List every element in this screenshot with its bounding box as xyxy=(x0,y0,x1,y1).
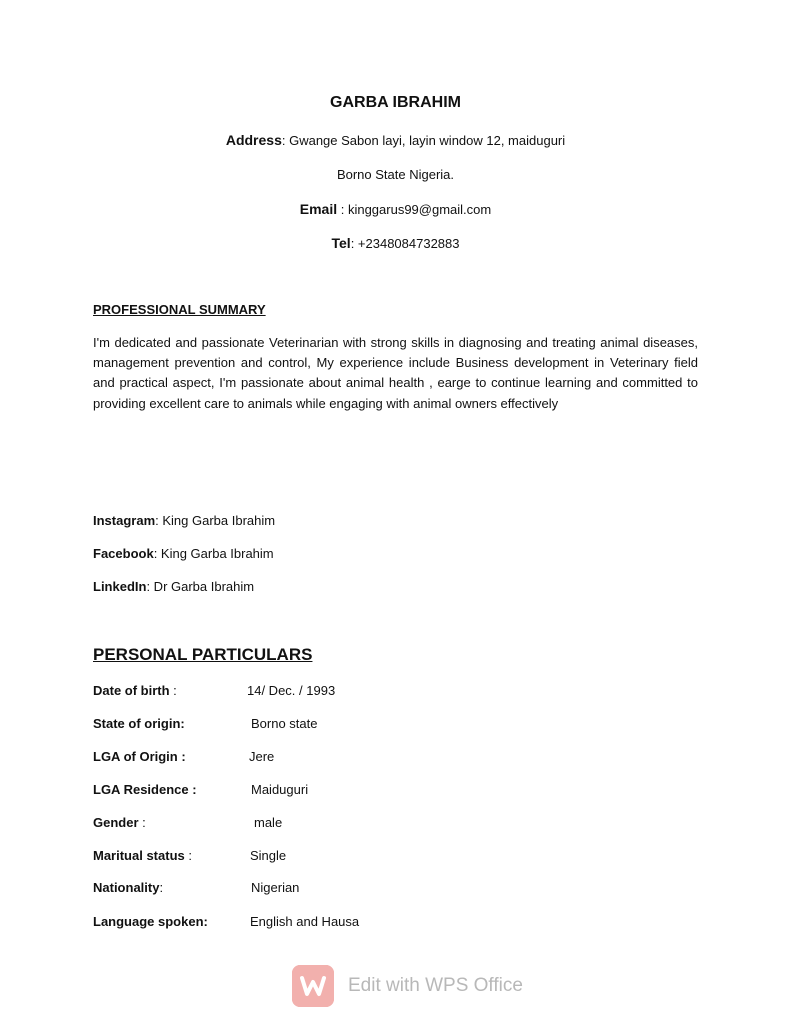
particular-value: Maiduguri xyxy=(251,782,309,797)
particular-value: Single xyxy=(250,848,287,863)
professional-summary-title: PROFESSIONAL SUMMARY xyxy=(93,302,266,317)
particular-label: Nationality: xyxy=(93,880,164,895)
candidate-name: GARBA IBRAHIM xyxy=(330,94,461,111)
particular-value: Borno state xyxy=(251,716,318,731)
linkedin-value: : Dr Garba Ibrahim xyxy=(146,579,255,594)
particular-label: LGA Residence : xyxy=(93,782,197,797)
particular-value: male xyxy=(254,815,283,830)
personal-particulars-title: PERSONAL PARTICULARS xyxy=(93,645,313,664)
email-label: Email xyxy=(299,201,338,217)
tel-line xyxy=(0,235,791,251)
particular-value: Nigerian xyxy=(251,880,300,895)
particular-label: Language spoken: xyxy=(93,914,208,929)
email-value: : kinggarus99@gmail.com xyxy=(337,202,492,217)
professional-summary-text: I'm dedicated and passionate Veterinarian with strong skills in diagnosing and treating animal diseases, management prevention and control, My experience include Business development in Veterinary field and practical aspect, I'm passionate about animal health , earge to continue learning and committed to providing excellent care to animals while engaging with animal owners effectively xyxy=(93,335,698,411)
particular-label: LGA of Origin : xyxy=(93,749,186,764)
facebook-value: : King Garba Ibrahim xyxy=(153,546,274,561)
facebook-line xyxy=(93,546,274,561)
particular-value: English and Hausa xyxy=(250,914,360,929)
facebook-label: Facebook xyxy=(93,546,154,561)
address-line-2: Borno State Nigeria. xyxy=(336,167,455,182)
instagram-label: Instagram xyxy=(93,513,156,528)
particular-label: State of origin: xyxy=(93,716,185,731)
instagram-line xyxy=(93,513,275,528)
address-line xyxy=(0,132,791,148)
wps-logo-icon xyxy=(292,965,334,1007)
particular-label: Maritual status : xyxy=(93,848,192,863)
address-label: Address xyxy=(225,132,282,148)
linkedin-label: LinkedIn xyxy=(93,579,147,594)
particular-label: Date of birth : xyxy=(93,683,177,698)
address-value: : Gwange Sabon layi, layin window 12, maiduguri xyxy=(281,133,566,148)
tel-value: : +2348084732883 xyxy=(350,236,460,251)
linkedin-line xyxy=(93,579,254,594)
tel-label: Tel xyxy=(331,235,351,251)
wps-watermark[interactable] xyxy=(292,965,532,1007)
instagram-value: : King Garba Ibrahim xyxy=(155,513,276,528)
wps-watermark-text: Edit with WPS Office xyxy=(348,975,523,996)
particular-value: 14/ Dec. / 1993 xyxy=(247,683,336,698)
particular-value: Jere xyxy=(249,749,275,764)
particular-label: Gender : xyxy=(93,815,146,830)
email-line xyxy=(0,201,791,217)
